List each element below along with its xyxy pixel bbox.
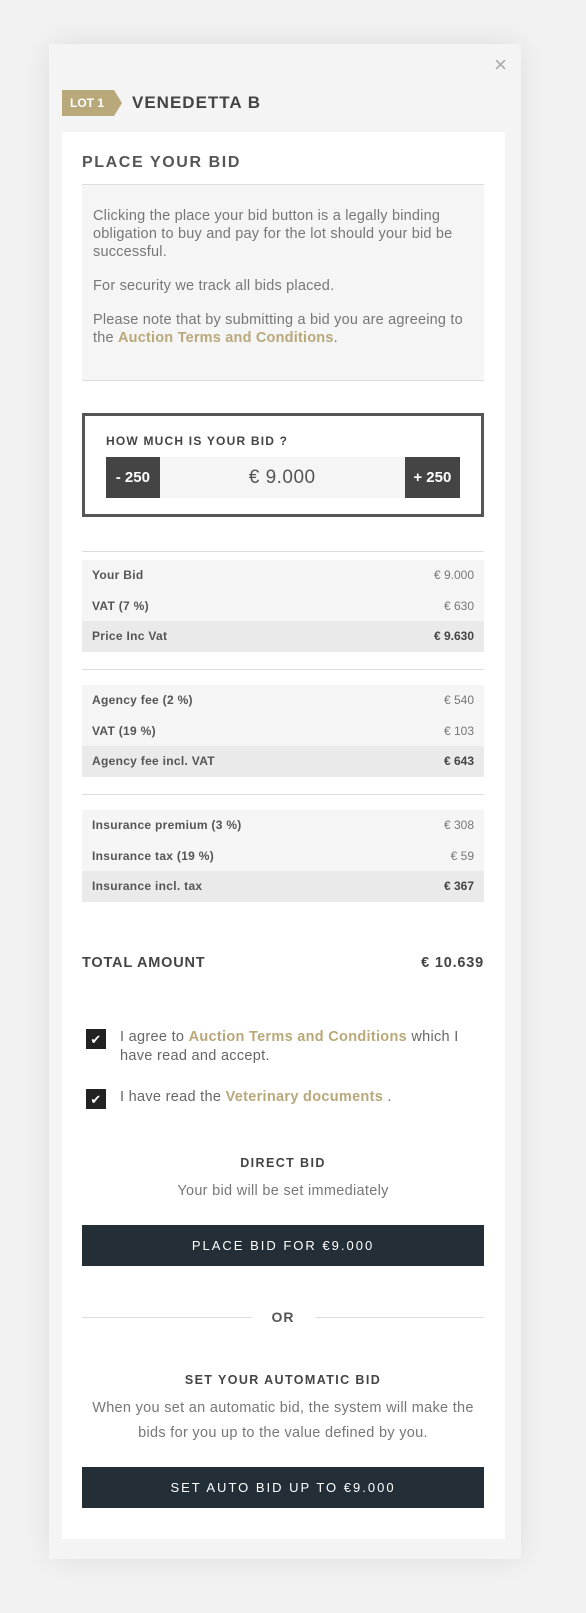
increment-bid-button[interactable]: + 250 bbox=[405, 457, 460, 498]
bid-amount-label: HOW MUCH IS YOUR BID ? bbox=[106, 434, 289, 448]
bid-stepper bbox=[106, 457, 460, 498]
table-row: Agency fee (2 %) € 540 bbox=[82, 685, 484, 716]
divider bbox=[82, 380, 484, 381]
total-value: € 10.639 bbox=[421, 955, 484, 971]
total-label: TOTAL AMOUNT bbox=[82, 955, 206, 971]
veterinary-agreement-text: I have read the Veterinary documents . bbox=[120, 1089, 392, 1105]
terms-checkbox[interactable]: ✔ bbox=[86, 1029, 106, 1049]
or-label: OR bbox=[271, 1309, 295, 1325]
bid-modal bbox=[49, 44, 521, 1559]
table-row-subtotal: Insurance incl. tax € 367 bbox=[82, 871, 484, 902]
price-table bbox=[82, 560, 484, 652]
divider bbox=[82, 551, 484, 552]
table-row: VAT (19 %) € 103 bbox=[82, 716, 484, 747]
direct-bid-subtitle: Your bid will be set immediately bbox=[177, 1183, 389, 1199]
agency-table bbox=[82, 685, 484, 777]
veterinary-agreement bbox=[86, 1088, 476, 1109]
table-row: Your Bid € 9.000 bbox=[82, 560, 484, 591]
insurance-table bbox=[82, 810, 484, 902]
terms-agreement bbox=[86, 1028, 476, 1066]
lot-name: VENEDETTA B bbox=[132, 93, 262, 112]
notice-terms: Please note that by submitting a bid you are agreeing to the Auction Terms and Conditions. bbox=[93, 312, 463, 346]
auto-bid-title: SET YOUR AUTOMATIC BID bbox=[184, 1373, 382, 1387]
legal-notice bbox=[82, 185, 484, 380]
close-icon[interactable]: × bbox=[494, 52, 507, 77]
divider bbox=[82, 669, 484, 670]
total-amount bbox=[82, 955, 484, 971]
lot-header bbox=[62, 90, 261, 116]
bid-amount-box bbox=[82, 413, 484, 517]
bid-card bbox=[62, 132, 505, 1539]
auto-bid-subtitle: When you set an automatic bid, the system will make the bids for you up to the value defined by you. bbox=[92, 1400, 474, 1441]
place-bid-button[interactable]: PLACE BID FOR €9.000 bbox=[82, 1225, 484, 1266]
table-row-subtotal: Price Inc Vat € 9.630 bbox=[82, 621, 484, 652]
table-row: Insurance tax (19 %) € 59 bbox=[82, 841, 484, 872]
table-row: Insurance premium (3 %) € 308 bbox=[82, 810, 484, 841]
notice-security: For security we track all bids placed. bbox=[93, 278, 335, 294]
direct-bid-title: DIRECT BID bbox=[240, 1156, 326, 1170]
set-auto-bid-button[interactable]: SET AUTO BID UP TO €9.000 bbox=[82, 1467, 484, 1508]
terms-link[interactable]: Auction Terms and Conditions bbox=[188, 1029, 407, 1045]
divider bbox=[82, 1317, 252, 1318]
lot-badge: LOT 1 bbox=[62, 90, 114, 116]
veterinary-documents-link[interactable]: Veterinary documents bbox=[225, 1089, 384, 1105]
decrement-bid-button[interactable]: - 250 bbox=[106, 457, 160, 498]
bid-amount-input[interactable] bbox=[160, 457, 405, 498]
or-separator bbox=[82, 1309, 484, 1325]
section-title: PLACE YOUR BID bbox=[82, 154, 242, 171]
veterinary-checkbox[interactable]: ✔ bbox=[86, 1089, 106, 1109]
table-row-subtotal: Agency fee incl. VAT € 643 bbox=[82, 746, 484, 777]
table-row: VAT (7 %) € 630 bbox=[82, 591, 484, 622]
divider bbox=[82, 794, 484, 795]
divider bbox=[315, 1317, 485, 1318]
terms-link[interactable]: Auction Terms and Conditions bbox=[118, 330, 334, 346]
notice-binding: Clicking the place your bid button is a legally binding obligation to buy and pay for the lot should your bid be successful. bbox=[93, 208, 453, 260]
terms-agreement-text: I agree to Auction Terms and Conditions which I have read and accept. bbox=[120, 1029, 459, 1064]
